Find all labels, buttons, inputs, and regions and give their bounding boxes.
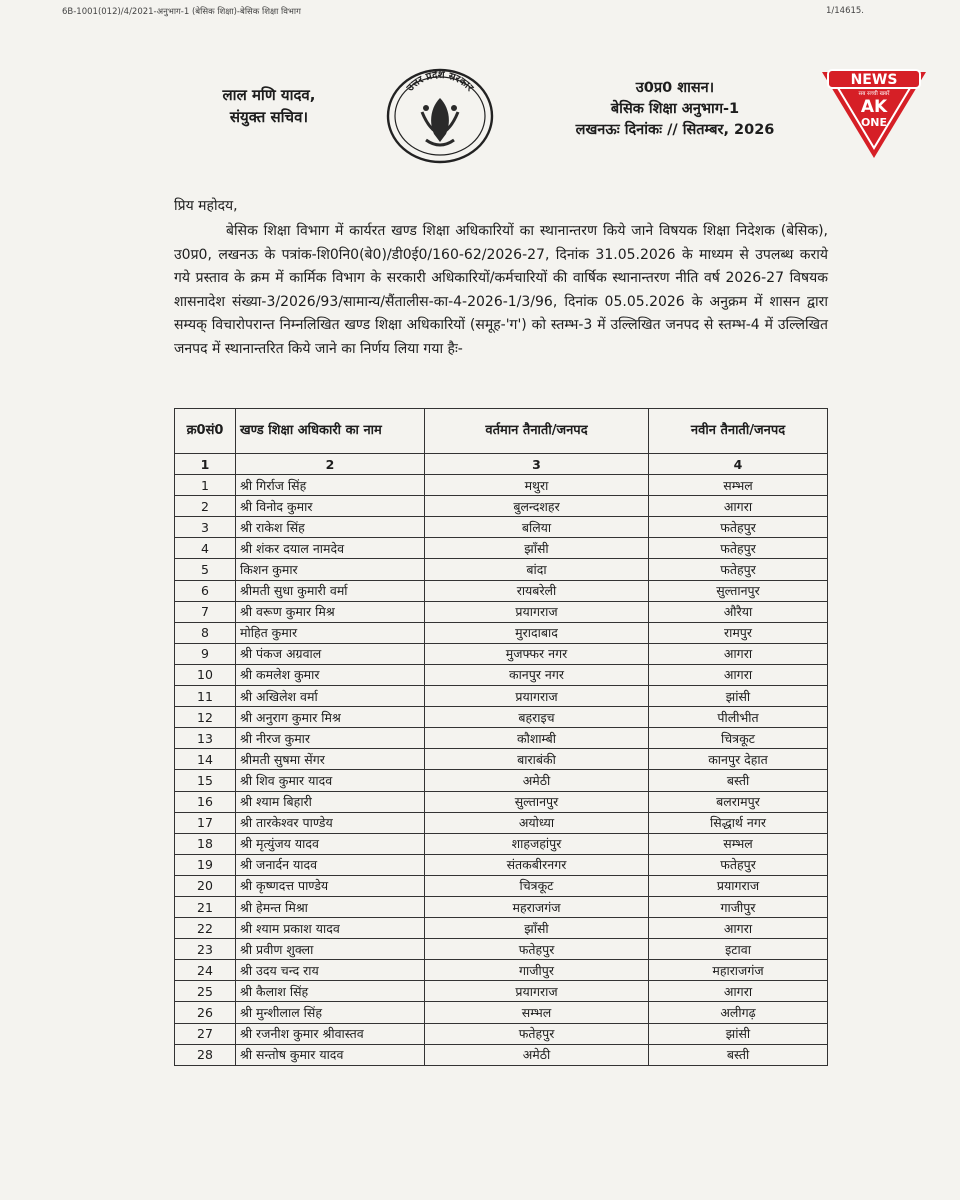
new-posting: सम्भल	[649, 833, 828, 854]
new-posting: गाजीपुर	[649, 896, 828, 917]
serial-number: 28	[175, 1044, 236, 1065]
current-posting: मथुरा	[425, 475, 649, 496]
officer-name: श्री शंकर दयाल नामदेव	[236, 538, 425, 559]
current-posting: बलिया	[425, 517, 649, 538]
column-number: 2	[236, 454, 425, 475]
table-row	[175, 517, 828, 538]
new-posting: रामपुर	[649, 622, 828, 643]
table-row	[175, 728, 828, 749]
officer-name: श्री प्रवीण शुक्ला	[236, 939, 425, 960]
current-posting: प्रयागराज	[425, 981, 649, 1002]
serial-number: 1	[175, 475, 236, 496]
table-row	[175, 749, 828, 770]
new-posting: झांसी	[649, 686, 828, 707]
current-posting: झाँसी	[425, 918, 649, 939]
serial-number: 3	[175, 517, 236, 538]
current-posting: मुरादाबाद	[425, 622, 649, 643]
header-current-posting: वर्तमान तैनाती/जनपद	[425, 409, 649, 454]
current-posting: अमेठी	[425, 770, 649, 791]
serial-number: 26	[175, 1002, 236, 1023]
logo-tagline: सब सच्ची खबरें	[858, 91, 890, 97]
officer-name: श्री मृत्युंजय यादव	[236, 833, 425, 854]
office-date: लखनऊः दिनांकः // सितम्बर, 2026	[575, 122, 775, 138]
current-posting: रायबरेली	[425, 580, 649, 601]
up-government-emblem-icon	[386, 68, 494, 164]
current-posting: मुजफ्फर नगर	[425, 643, 649, 664]
table-row	[175, 918, 828, 939]
officer-name: श्री अनुराग कुमार मिश्र	[236, 707, 425, 728]
table-row	[175, 1023, 828, 1044]
current-posting: संतकबीरनगर	[425, 854, 649, 875]
current-posting: प्रयागराज	[425, 686, 649, 707]
current-posting: शाहजहांपुर	[425, 833, 649, 854]
new-posting: झांसी	[649, 1023, 828, 1044]
new-posting: चित्रकूट	[649, 728, 828, 749]
new-posting: बलरामपुर	[649, 791, 828, 812]
table-row	[175, 1002, 828, 1023]
document-reference-bar	[62, 6, 864, 22]
salutation: प्रिय महोदय,	[174, 198, 238, 214]
serial-number: 16	[175, 791, 236, 812]
current-posting: बाराबंकी	[425, 749, 649, 770]
serial-number: 27	[175, 1023, 236, 1044]
current-posting: झाँसी	[425, 538, 649, 559]
header-serial: क्र0सं0	[175, 409, 236, 454]
new-posting: औरैया	[649, 601, 828, 622]
new-posting: पीलीभीत	[649, 707, 828, 728]
logo-news-text: NEWS	[850, 72, 898, 88]
column-number: 4	[649, 454, 828, 475]
table-row	[175, 475, 828, 496]
sender-designation: संयुक्त सचिव।	[229, 108, 309, 126]
officer-name: श्री श्याम बिहारी	[236, 791, 425, 812]
serial-number: 19	[175, 854, 236, 875]
current-posting: फतेहपुर	[425, 1023, 649, 1044]
serial-number: 8	[175, 622, 236, 643]
officer-name: श्रीमती सुषमा सेंगर	[236, 749, 425, 770]
current-posting: गाजीपुर	[425, 960, 649, 981]
serial-number: 21	[175, 896, 236, 917]
current-posting: चित्रकूट	[425, 875, 649, 896]
table-row	[175, 601, 828, 622]
new-posting: फतेहपुर	[649, 517, 828, 538]
officer-name: श्री मुन्शीलाल सिंह	[236, 1002, 425, 1023]
table-header-row	[175, 409, 828, 454]
current-posting: बुलन्दशहर	[425, 496, 649, 517]
current-posting: सुल्तानपुर	[425, 791, 649, 812]
table-row	[175, 559, 828, 580]
table-row	[175, 664, 828, 685]
new-posting: आगरा	[649, 918, 828, 939]
table-row	[175, 812, 828, 833]
file-reference: 6B-1001(012)/4/2021-अनुभाग-1 (बेसिक शिक्षा)-बेसिक शिक्षा विभाग	[62, 7, 301, 17]
serial-number: 13	[175, 728, 236, 749]
new-posting: फतेहपुर	[649, 538, 828, 559]
serial-number: 11	[175, 686, 236, 707]
officer-name: श्री सन्तोष कुमार यादव	[236, 1044, 425, 1065]
officer-name: किशन कुमार	[236, 559, 425, 580]
officer-name: श्री शिव कुमार यादव	[236, 770, 425, 791]
current-posting: फतेहपुर	[425, 939, 649, 960]
new-posting: सिद्धार्थ नगर	[649, 812, 828, 833]
table-row	[175, 580, 828, 601]
table-row	[175, 643, 828, 664]
officer-name: श्री कमलेश कुमार	[236, 664, 425, 685]
officer-name: श्री वरूण कुमार मिश्र	[236, 601, 425, 622]
transfer-table	[174, 408, 828, 1066]
new-posting: आगरा	[649, 496, 828, 517]
serial-number: 25	[175, 981, 236, 1002]
officer-name: श्री हेमन्त मिश्रा	[236, 896, 425, 917]
table-row	[175, 875, 828, 896]
table-row	[175, 791, 828, 812]
serial-number: 15	[175, 770, 236, 791]
body-paragraph: बेसिक शिक्षा विभाग में कार्यरत खण्ड शिक्षा अधिकारियों का स्थानान्तरण किये जाने विषयक शिक्षा निदेशक (बेसिक), उ0प्र0, लखनऊ के पत्रांक-शि0नि0(बे0)/डी0ई0/160-62/2026-27, दिनांक 31.05.2026 के माध्यम से उपलब्ध कराये गये प्रस्ताव के क्रम में कार्मिक विभाग के सरकारी अधिकारियों/कर्मचारियों की वार्षिक स्थानान्तरण नीति वर्ष 2026-27 विषयक शासनादेश संख्या-3/2026/93/सामान्य/सैंतालीस-का-4-2026-1/3/96, दिनांक 05.05.2026 के अनुक्रम में शासन द्वारा सम्यक् विचारोपरान्त निम्नलिखित खण्ड शिक्षा अधिकारियों (समूह-'ग') को स्तम्भ-3 में उल्लिखित जनपद से स्तम्भ-4 में उल्लिखित जनपद में स्थानान्तरित किये जाने का निर्णय लिया गया हैः-	[174, 223, 828, 357]
emblem-text: उत्तर प्रदेश सरकार	[404, 69, 476, 94]
serial-number: 14	[175, 749, 236, 770]
officer-name: मोहित कुमार	[236, 622, 425, 643]
office-line-1: उ0प्र0 शासन।	[635, 80, 715, 96]
current-posting: अमेठी	[425, 1044, 649, 1065]
officer-name: श्री कृष्णदत्त पाण्डेय	[236, 875, 425, 896]
new-posting: महाराजगंज	[649, 960, 828, 981]
serial-number: 20	[175, 875, 236, 896]
new-posting: आगरा	[649, 643, 828, 664]
office-block	[540, 78, 810, 141]
new-posting: अलीगढ़	[649, 1002, 828, 1023]
current-posting: बहराइच	[425, 707, 649, 728]
current-posting: कानपुर नगर	[425, 664, 649, 685]
officer-name: श्री विनोद कुमार	[236, 496, 425, 517]
page-reference: 1/14615.	[825, 6, 864, 16]
serial-number: 22	[175, 918, 236, 939]
current-posting: महराजगंज	[425, 896, 649, 917]
serial-number: 24	[175, 960, 236, 981]
serial-number: 9	[175, 643, 236, 664]
table-row	[175, 960, 828, 981]
table-row	[175, 707, 828, 728]
new-posting: कानपुर देहात	[649, 749, 828, 770]
officer-name: श्री राकेश सिंह	[236, 517, 425, 538]
header-new-posting: नवीन तैनाती/जनपद	[649, 409, 828, 454]
table-body	[175, 475, 828, 1066]
sender-name: लाल मणि यादव,	[222, 86, 316, 104]
current-posting: अयोध्या	[425, 812, 649, 833]
serial-number: 18	[175, 833, 236, 854]
new-posting: बस्ती	[649, 1044, 828, 1065]
column-number-row	[175, 454, 828, 475]
officer-name: श्री जनार्दन यादव	[236, 854, 425, 875]
table-row	[175, 538, 828, 559]
new-posting: सुल्तानपुर	[649, 580, 828, 601]
new-posting: प्रयागराज	[649, 875, 828, 896]
table-row	[175, 939, 828, 960]
serial-number: 7	[175, 601, 236, 622]
officer-name: श्री रजनीश कुमार श्रीवास्तव	[236, 1023, 425, 1044]
officer-name: श्रीमती सुधा कुमारी वर्मा	[236, 580, 425, 601]
table-row	[175, 981, 828, 1002]
serial-number: 6	[175, 580, 236, 601]
sender-block	[204, 84, 334, 128]
table-row	[175, 833, 828, 854]
current-posting: बांदा	[425, 559, 649, 580]
serial-number: 5	[175, 559, 236, 580]
officer-name: श्री गिर्राज सिंह	[236, 475, 425, 496]
logo-ak-text: AK	[860, 97, 888, 117]
office-line-2: बेसिक शिक्षा अनुभाग-1	[610, 101, 740, 117]
officer-name: श्री नीरज कुमार	[236, 728, 425, 749]
officer-name: श्री अखिलेश वर्मा	[236, 686, 425, 707]
new-posting: बस्ती	[649, 770, 828, 791]
serial-number: 10	[175, 664, 236, 685]
officer-name: श्री तारकेश्वर पाण्डेय	[236, 812, 425, 833]
table-row	[175, 496, 828, 517]
officer-name: श्री श्याम प्रकाश यादव	[236, 918, 425, 939]
table-row	[175, 896, 828, 917]
table-row	[175, 686, 828, 707]
serial-number: 23	[175, 939, 236, 960]
new-posting: इटावा	[649, 939, 828, 960]
new-posting: सम्भल	[649, 475, 828, 496]
new-posting: आगरा	[649, 664, 828, 685]
table-row	[175, 1044, 828, 1065]
officer-name: श्री उदय चन्द राय	[236, 960, 425, 981]
serial-number: 2	[175, 496, 236, 517]
header-name: खण्ड शिक्षा अधिकारी का नाम	[236, 409, 425, 454]
officer-name: श्री पंकज अग्रवाल	[236, 643, 425, 664]
table-row	[175, 622, 828, 643]
table-row	[175, 854, 828, 875]
logo-one-text: ONE	[860, 116, 888, 129]
officer-name: श्री कैलाश सिंह	[236, 981, 425, 1002]
current-posting: कौशाम्बी	[425, 728, 649, 749]
serial-number: 12	[175, 707, 236, 728]
serial-number: 17	[175, 812, 236, 833]
news-ak-one-logo-icon	[820, 68, 928, 160]
table-row	[175, 770, 828, 791]
new-posting: फतेहपुर	[649, 559, 828, 580]
column-number: 3	[425, 454, 649, 475]
svg-text:उत्तर प्रदेश सरकार	[404, 68, 475, 94]
current-posting: सम्भल	[425, 1002, 649, 1023]
new-posting: आगरा	[649, 981, 828, 1002]
current-posting: प्रयागराज	[425, 601, 649, 622]
serial-number: 4	[175, 538, 236, 559]
column-number: 1	[175, 454, 236, 475]
new-posting: फतेहपुर	[649, 854, 828, 875]
